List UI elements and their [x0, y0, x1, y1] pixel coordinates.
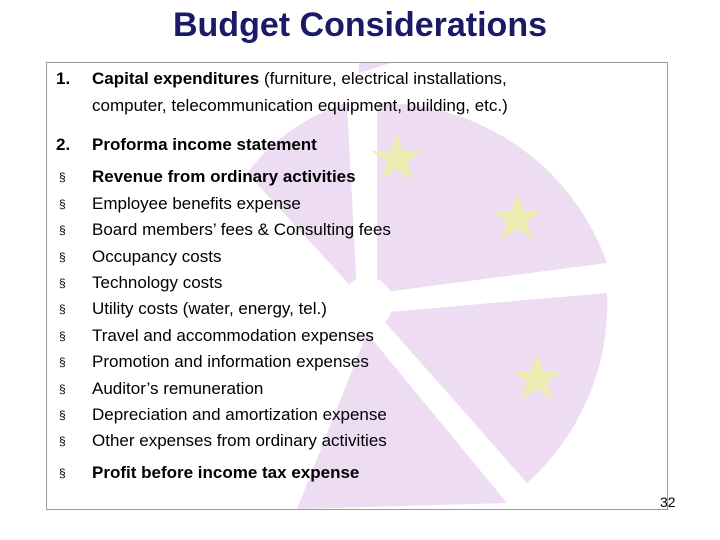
bullet-marker: § [59, 408, 66, 422]
list-item: Board members’ fees & Consulting fees [92, 220, 391, 239]
list-item: Travel and accommodation expenses [92, 326, 374, 345]
list-item-revenue: Revenue from ordinary activities [92, 167, 356, 186]
list-item: Technology costs [92, 273, 223, 292]
item1-line2: computer, telecommunication equipment, building, etc.) [92, 96, 508, 115]
bullet-marker: § [59, 197, 66, 211]
bullet-marker: § [59, 329, 66, 343]
list-item: Promotion and information expenses [92, 352, 369, 371]
bullet-marker: § [59, 223, 66, 237]
list-item: Other expenses from ordinary activities [92, 431, 387, 450]
bullet-marker: § [59, 355, 66, 369]
content-box [46, 62, 668, 510]
bullet-marker: § [59, 250, 66, 264]
item2-heading: Proforma income statement [92, 135, 317, 154]
list-item: Utility costs (water, energy, tel.) [92, 299, 327, 318]
item1-line1 [92, 69, 507, 89]
bullet-marker: § [59, 382, 66, 396]
list-item-profit: Profit before income tax expense [92, 463, 360, 482]
list-item: Auditor’s remuneration [92, 379, 264, 398]
list-item: Employee benefits expense [92, 194, 301, 213]
slide-title: Budget Considerations [172, 6, 548, 44]
item1-rest: (furniture, electrical installations, [259, 69, 507, 88]
item1-number: 1. [56, 69, 71, 88]
item2-number: 2. [56, 135, 71, 154]
bullet-marker: § [59, 302, 66, 316]
bullet-marker: § [59, 170, 66, 184]
list-item: Depreciation and amortization expense [92, 405, 387, 424]
bullet-marker: § [59, 276, 66, 290]
list-item: Occupancy costs [92, 247, 222, 266]
bullet-marker: § [59, 466, 66, 480]
bullet-marker: § [59, 434, 66, 448]
page-number: 32 [660, 494, 676, 510]
item1-bold: Capital expenditures [92, 69, 260, 88]
